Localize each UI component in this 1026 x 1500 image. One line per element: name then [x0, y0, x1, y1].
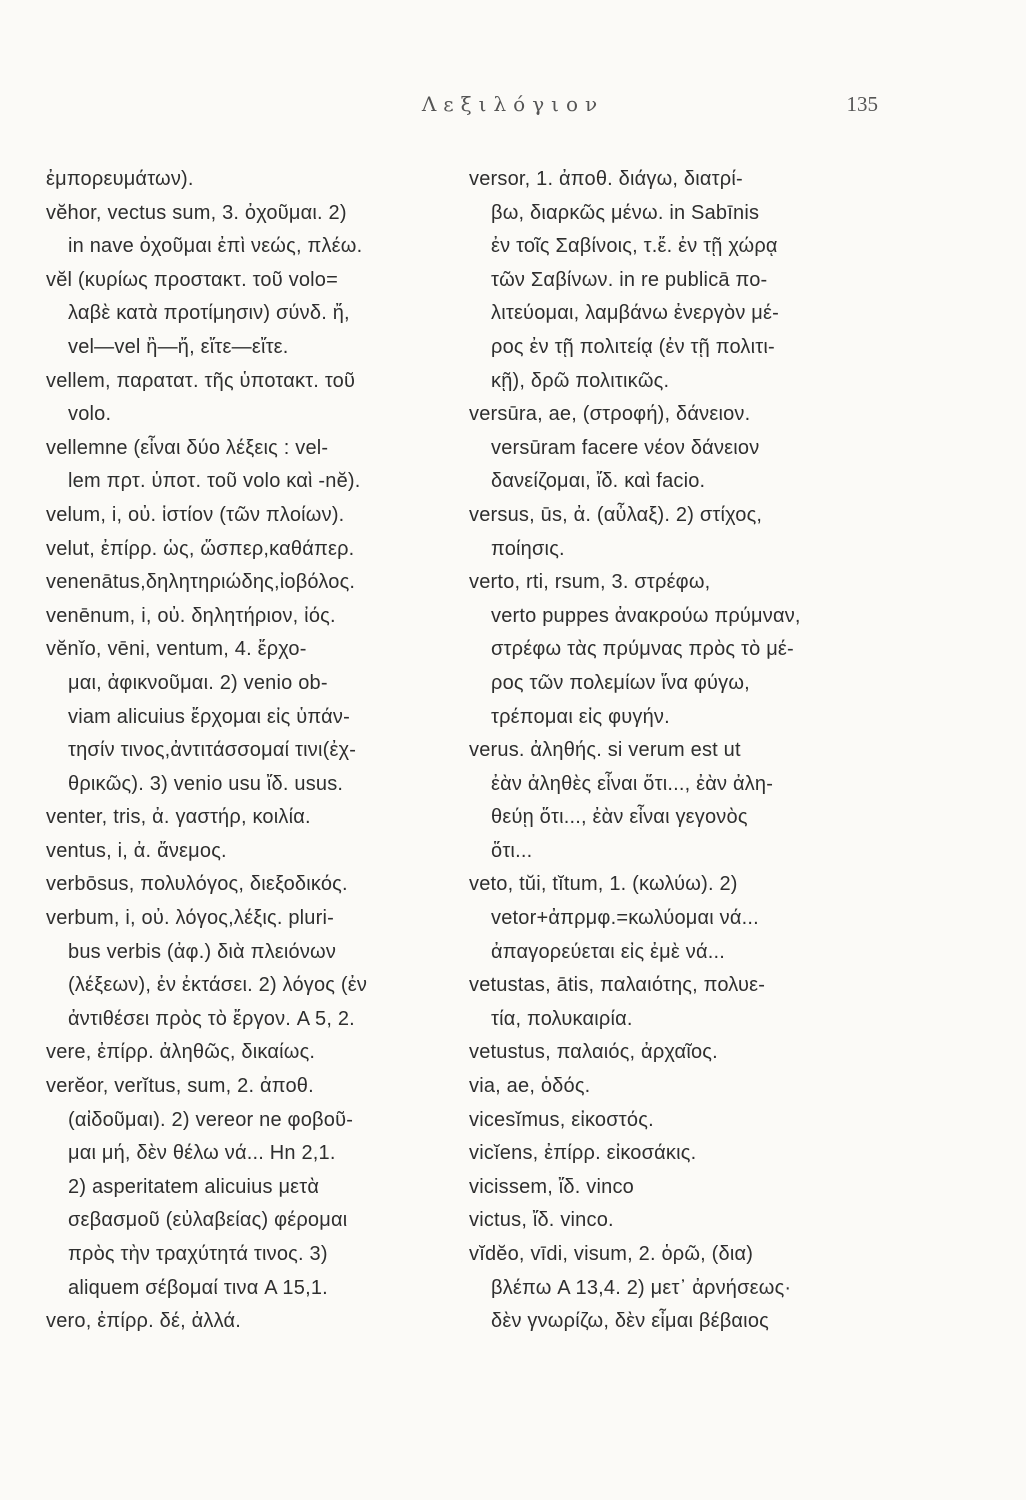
- text-line: ἀπαγορεύεται εἰς ἐμὲ νά...: [491, 940, 725, 963]
- text-line: ρος ἐν τῇ πολιτείᾳ (ἐν τῇ πολιτι-: [491, 335, 775, 358]
- text-line: verto, rti, rsum, 3. στρέφω,: [469, 571, 711, 594]
- text-line: vero, ἐπίρρ. δέ, ἀλλά.: [46, 1310, 241, 1333]
- text-line: aliquem σέβομαί τινα A 15,1.: [68, 1276, 328, 1299]
- text-line: ποίησις.: [491, 537, 565, 560]
- text-line: vĕnĭo, vēni, ventum, 4. ἔρχο-: [46, 638, 307, 661]
- text-line: in nave ὀχοῦμαι ἐπὶ νεώς, πλέω.: [68, 235, 363, 258]
- text-line: ἐν τοῖς Σαβίνοις, τ.ἔ. ἐν τῇ χώρᾳ: [491, 235, 778, 258]
- text-line: versūram facere νέον δάνειον: [491, 436, 760, 459]
- text-line: ρος τῶν πολεμίων ἵνα φύγω,: [491, 671, 750, 694]
- text-line: πρὸς τὴν τραχύτητά τινος. 3): [68, 1243, 328, 1265]
- running-title: Λεξιλόγιον: [421, 92, 605, 116]
- text-line: τησίν τινος,ἀντιτάσσομαί τινι(ἐχ-: [68, 739, 357, 762]
- text-line: θρικῶς). 3) venio usu ἴδ. usus.: [68, 772, 344, 795]
- text-line: bus verbis (ἀφ.) διὰ πλειόνων: [68, 940, 337, 963]
- text-line: κῇ), δρῶ πολιτικῶς.: [491, 369, 670, 392]
- text-line: τρέπομαι εἰς φυγήν.: [491, 705, 670, 728]
- text-line: victus, ἴδ. vinco.: [469, 1209, 614, 1232]
- text-line: veto, tŭi, tĭtum, 1. (κωλύω). 2): [469, 873, 738, 896]
- text-line: δὲν γνωρίζω, δὲν εἶμαι βέβαιος: [491, 1310, 769, 1333]
- text-line: vere, ἐπίρρ. ἀληθῶς, δικαίως.: [46, 1041, 316, 1064]
- text-line: τῶν Σαβίνων. in re publicā πο-: [491, 268, 768, 291]
- text-line: ἐμπορευμάτων).: [46, 168, 194, 190]
- text-line: μαι μή, δὲν θέλω νά... Hn 2,1.: [68, 1142, 336, 1165]
- text-line: venenātus,δηλητηριώδης,ἰοβόλος.: [46, 571, 356, 594]
- text-line: vetustus, παλαιός, ἀρχαῖος.: [469, 1041, 718, 1064]
- text-line: θεύῃ ὅτι..., ἐὰν εἶναι γεγονὸς: [491, 806, 748, 829]
- text-line: vicesĭmus, εἰκοστός.: [469, 1108, 654, 1131]
- text-line: verĕor, verĭtus, sum, 2. ἀποθ.: [46, 1075, 314, 1098]
- text-line: στρέφω τὰς πρύμνας πρὸς τὸ μέ-: [491, 638, 794, 661]
- text-line: lem πρτ. ὑποτ. τοῦ volo καὶ -nĕ).: [68, 470, 361, 493]
- text-line: (λέξεων), ἐν ἐκτάσει. 2) λόγος (ἐν: [68, 974, 368, 997]
- left-column: [46, 163, 466, 1339]
- text-line: via, ae, ὁδός.: [469, 1075, 591, 1098]
- text-line: vetustas, ātis, παλαιότης, πολυε-: [469, 974, 766, 997]
- text-line: ventus, i, ἀ. ἄνεμος.: [46, 839, 227, 862]
- text-line: venter, tris, ἀ. γαστήρ, κοιλία.: [46, 806, 311, 829]
- text-line: τία, πολυκαιρία.: [491, 1007, 633, 1030]
- text-line: verto puppes ἀνακρούω πρύμναν,: [491, 604, 801, 627]
- text-line: μαι, ἀφικνοῦμαι. 2) venio ob-: [68, 671, 328, 694]
- text-line: venēnum, i, οὐ. δηλητήριον, ἰός.: [46, 604, 336, 627]
- text-line: velum, i, οὐ. ἱστίον (τῶν πλοίων).: [46, 503, 345, 526]
- text-line: viam alicuius ἔρχομαι εἰς ὑπάν-: [68, 705, 350, 728]
- right-column: [469, 163, 889, 1339]
- text-line: δανείζομαι, ἴδ. καὶ facio.: [491, 470, 706, 493]
- text-line: vetor+ἀπρμφ.=κωλύομαι νά...: [491, 907, 759, 930]
- text-line: volo.: [68, 403, 112, 426]
- text-line: versūra, ae, (στροφή), δάνειον.: [469, 403, 751, 426]
- text-line: vĭdĕo, vīdi, visum, 2. ὁρῶ, (δια): [469, 1243, 754, 1265]
- text-line: vĕl (κυρίως προστακτ. τοῦ volo=: [46, 268, 338, 291]
- text-line: vellem, παρατατ. τῆς ὑποτακτ. τοῦ: [46, 369, 356, 392]
- text-line: vel—vel ἢ—ἤ, εἴτε—εἴτε.: [68, 335, 289, 358]
- text-line: verbum, i, οὐ. λόγος,λέξις. pluri-: [46, 907, 334, 930]
- text-line: βλέπω A 13,4. 2) μετ᾿ ἀρνήσεως·: [491, 1276, 792, 1299]
- text-line: ἐὰν ἀληθὲς εἶναι ὅτι..., ἐὰν ἀλη-: [491, 772, 774, 795]
- text-line: vellemne (εἶναι δύο λέξεις : vel-: [46, 436, 329, 459]
- text-line: vĕhor, vectus sum, 3. ὀχοῦμαι. 2): [46, 201, 347, 224]
- text-line: 2) asperitatem alicuius μετὰ: [68, 1175, 320, 1198]
- text-line: vicissem, ἴδ. vinco: [469, 1175, 634, 1198]
- text-line: ὅτι...: [491, 839, 533, 862]
- text-line: (αἰδοῦμαι). 2) vereor ne φοβοῦ-: [68, 1108, 354, 1131]
- text-line: σεβασμοῦ (εὐλαβείας) φέρομαι: [68, 1209, 348, 1232]
- text-line: verbōsus, πολυλόγος, διεξοδικός.: [46, 873, 348, 896]
- text-line: versor, 1. ἀποθ. διάγω, διατρί-: [469, 168, 743, 190]
- text-line: versus, ūs, ἀ. (αὖλαξ). 2) στίχος,: [469, 503, 763, 526]
- text-line: λιτεύομαι, λαμβάνω ἐνεργὸν μέ-: [491, 302, 779, 325]
- text-line: velut, ἐπίρρ. ὡς, ὥσπερ,καθάπερ.: [46, 537, 355, 560]
- page-number: 135: [846, 92, 878, 116]
- text-line: vicĭens, ἐπίρρ. εἰκοσάκις.: [469, 1142, 697, 1165]
- text-line: λαβὲ κατὰ προτίμησιν) σύνδ. ἤ,: [68, 302, 350, 325]
- text-line: βω, διαρκῶς μένω. in Sabīnis: [491, 201, 760, 224]
- text-line: ἀντιθέσει πρὸς τὸ ἔργον. A 5, 2.: [68, 1007, 355, 1030]
- text-line: verus. ἀληθής. si verum est ut: [469, 739, 741, 762]
